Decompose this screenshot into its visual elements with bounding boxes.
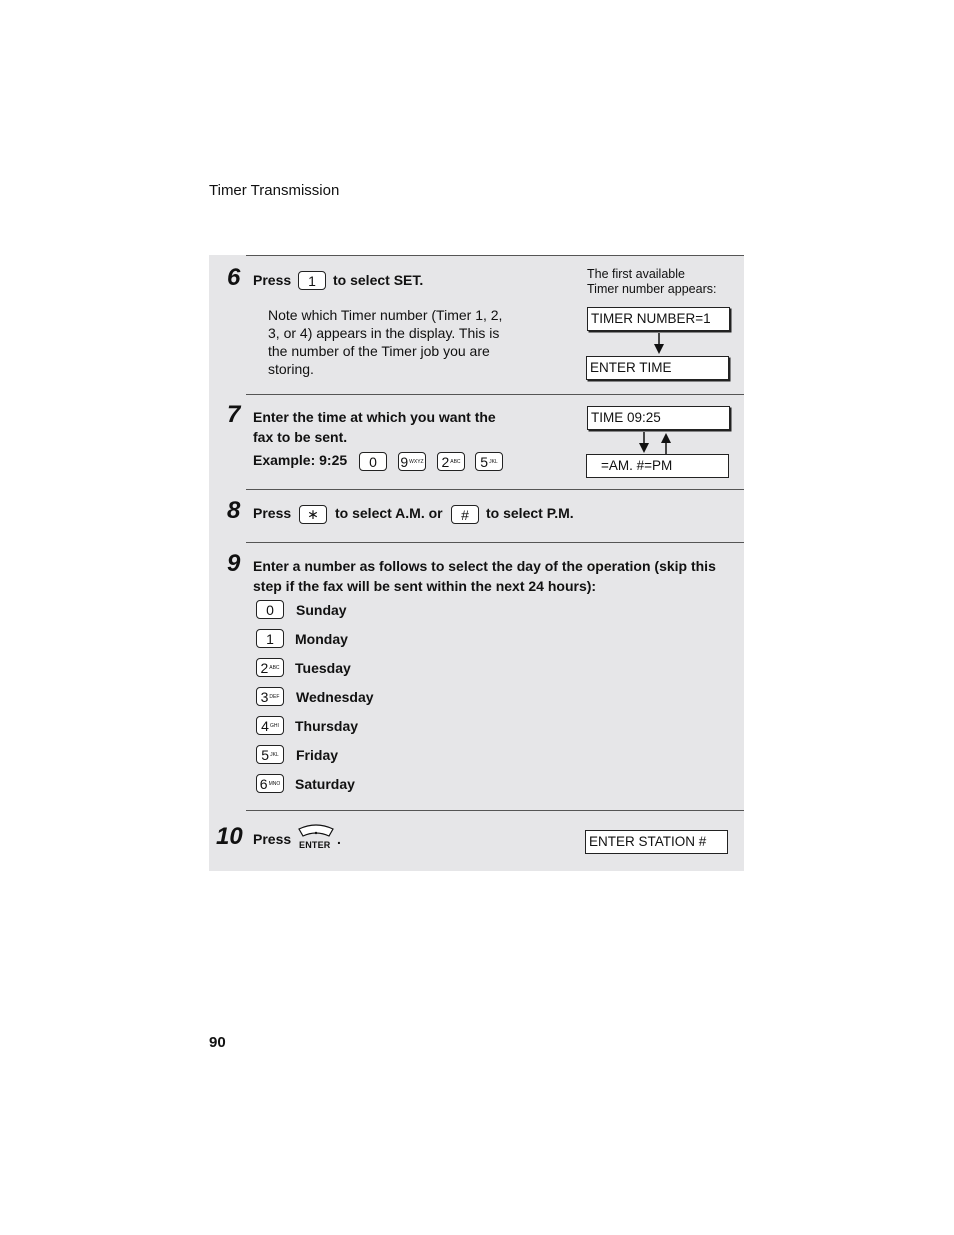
note-line: 3, or 4) appears in the display. This is xyxy=(268,325,500,341)
step-8-number: 8 xyxy=(227,497,241,524)
step-10-period: . xyxy=(337,831,341,847)
key-0-button[interactable] xyxy=(359,452,387,471)
key-label: 3 xyxy=(260,688,269,705)
up-arrow-icon xyxy=(659,432,673,454)
key-9-button[interactable] xyxy=(398,452,426,471)
key-3-button[interactable] xyxy=(256,687,284,706)
key-label: 2 xyxy=(260,659,269,676)
key-letters: ABC xyxy=(269,664,280,671)
key-letters: ABC xyxy=(450,458,461,465)
star-icon: ∗ xyxy=(307,506,319,522)
hash-icon: # xyxy=(461,506,469,523)
day-label: Sunday xyxy=(296,602,347,618)
divider xyxy=(246,394,744,395)
page-number: 90 xyxy=(209,1034,226,1051)
key-label: 1 xyxy=(266,630,274,647)
display-enter-station: ENTER STATION # xyxy=(585,830,728,854)
step-6-note xyxy=(268,306,502,378)
note-line: Note which Timer number (Timer 1, 2, xyxy=(268,307,503,323)
step-7-number: 7 xyxy=(227,401,241,428)
key-4-button[interactable] xyxy=(256,716,284,735)
step-6-press: Press xyxy=(253,272,292,288)
key-5-button[interactable] xyxy=(256,745,284,764)
day-label: Saturday xyxy=(295,776,355,792)
step-9-instruction xyxy=(253,556,716,596)
key-label: 9 xyxy=(400,453,409,470)
step-6-side-caption xyxy=(587,267,716,297)
key-2-button[interactable] xyxy=(256,658,284,677)
day-label: Wednesday xyxy=(296,689,374,705)
key-letters: DEF xyxy=(269,693,280,700)
key-label: 0 xyxy=(369,453,377,470)
key-1-button[interactable] xyxy=(256,629,284,648)
key-label: 4 xyxy=(261,717,269,734)
key-letters: GHI xyxy=(269,722,279,729)
divider xyxy=(246,542,744,543)
down-arrow-icon xyxy=(652,333,666,355)
enter-button[interactable] xyxy=(297,824,335,852)
key-letters: JKL xyxy=(270,751,279,758)
key-label: 6 xyxy=(259,775,268,792)
note-line: storing. xyxy=(268,361,314,377)
step-6-number: 6 xyxy=(227,264,241,291)
key-label: 0 xyxy=(266,601,274,618)
key-5-button[interactable] xyxy=(475,452,503,471)
instruction-line: Enter the time at which you want the xyxy=(253,409,496,425)
enter-key-icon xyxy=(297,824,335,840)
instruction-line: Enter a number as follows to select the day of the operation (skip this xyxy=(253,558,716,574)
key-letters: WXYZ xyxy=(409,458,424,465)
step-7-instruction xyxy=(253,407,496,447)
step-8-mid: to select A.M. or xyxy=(335,505,443,521)
key-label: 2 xyxy=(441,453,450,470)
day-label: Thursday xyxy=(295,718,359,734)
divider xyxy=(246,810,744,811)
page-header: Timer Transmission xyxy=(209,182,340,199)
display-text: =AM. #=PM xyxy=(601,458,673,473)
key-2-button[interactable] xyxy=(437,452,465,471)
instruction-line: step if the fax will be sent within the next 24 hours): xyxy=(253,578,597,594)
divider xyxy=(246,255,744,256)
key-6-button[interactable] xyxy=(256,774,284,793)
key-label: 5 xyxy=(261,746,270,763)
caption-line: The first available xyxy=(587,267,685,281)
key-0-button[interactable] xyxy=(256,600,284,619)
example-label: Example: 9:25 xyxy=(253,452,348,468)
step-10-number: 10 xyxy=(216,823,243,850)
key-hash-button[interactable] xyxy=(451,505,479,524)
key-letters: MNO xyxy=(268,780,281,787)
instruction-line: fax to be sent. xyxy=(253,429,348,445)
day-label: Monday xyxy=(295,631,348,647)
key-label: 1 xyxy=(308,272,316,289)
step-10-press: Press xyxy=(253,831,292,847)
day-label: Tuesday xyxy=(295,660,351,676)
key-1-button[interactable] xyxy=(298,271,326,290)
divider xyxy=(246,489,744,490)
day-label: Friday xyxy=(296,747,339,763)
display-time: TIME 09:25 xyxy=(587,406,730,430)
display-am-pm xyxy=(586,454,729,478)
key-star-button[interactable] xyxy=(299,505,327,524)
display-enter-time: ENTER TIME xyxy=(586,356,729,380)
down-arrow-icon xyxy=(637,432,651,454)
caption-line: Timer number appears: xyxy=(587,282,717,296)
key-letters: JKL xyxy=(489,458,498,465)
step-8-press: Press xyxy=(253,505,292,521)
display-timer-number: TIMER NUMBER=1 xyxy=(587,307,730,331)
enter-key-label: ENTER xyxy=(299,840,331,850)
note-line: the number of the Timer job you are xyxy=(268,343,490,359)
step-6-instruction: to select SET. xyxy=(333,272,424,288)
step-8-after: to select P.M. xyxy=(486,505,574,521)
step-9-number: 9 xyxy=(227,550,241,577)
key-label: 5 xyxy=(480,453,489,470)
